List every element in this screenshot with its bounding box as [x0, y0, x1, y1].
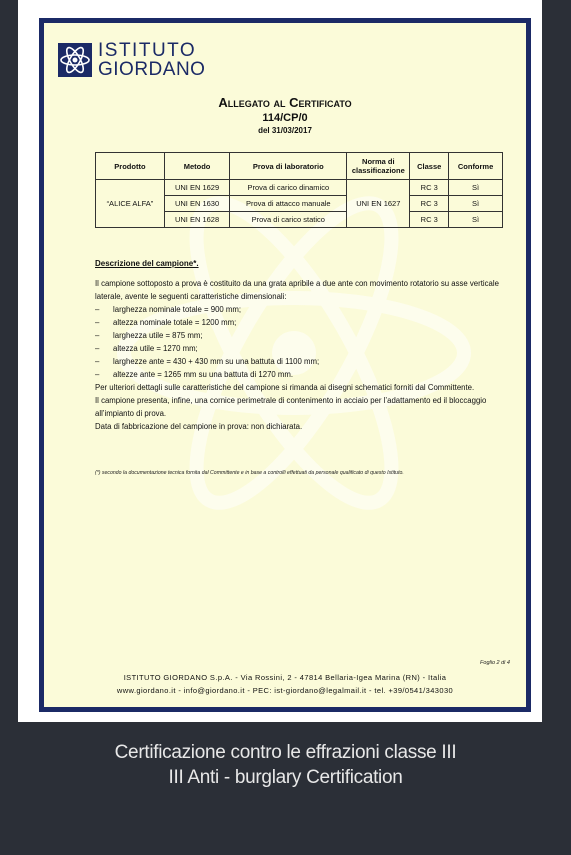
- header-prova: Prova di laboratorio: [230, 153, 347, 180]
- description-date: Data di fabbricazione del campione in prova: non dichiarata.: [95, 422, 303, 431]
- description-body: [95, 277, 503, 433]
- atom-logo-icon: [58, 43, 92, 77]
- conforme-cell: Sì: [449, 212, 503, 228]
- logo-text: [98, 41, 205, 79]
- header-norma: Norma di classificazione: [347, 153, 410, 180]
- certificate-number: 114/CP/0: [262, 112, 308, 124]
- logo-line-1: ISTITUTO: [98, 40, 197, 61]
- conforme-cell: Sì: [449, 180, 503, 196]
- norma-cell: UNI EN 1627: [347, 180, 410, 228]
- header-classe: Classe: [410, 153, 449, 180]
- product-cell: “ALICE ALFA”: [96, 180, 165, 228]
- table-row: [96, 180, 503, 196]
- istituto-giordano-logo: [58, 41, 205, 79]
- description-details: Per ulteriori dettagli sulle caratteristiche del campione si rimanda ai disegni schematici forniti dal Committente.: [95, 383, 475, 392]
- footer-address: ISTITUTO GIORDANO S.p.A. - Via Rossini, 2 - 47814 Bellaria-Igea Marina (RN) - Italia: [123, 673, 447, 682]
- classe-cell: RC 3: [410, 212, 449, 228]
- description-intro: Il campione sottoposto a prova è costituito da una grata apribile a due ante con movimento rotatorio su asse verticale laterale, avente le seguenti caratteristiche dimensionali:: [95, 279, 499, 301]
- caption-italian: Certificazione contro le effrazioni classe III: [114, 742, 457, 763]
- prova-cell: Prova di carico dinamico: [230, 180, 347, 196]
- header-conforme: Conforme: [449, 153, 503, 180]
- certificate-frame: [39, 18, 531, 712]
- metodo-cell: UNI EN 1628: [164, 212, 229, 228]
- description-frame: Il campione presenta, infine, una cornice perimetrale di contenimento in acciaio per l’adattamento ed il bloccaggio all’impianto di prova.: [95, 396, 487, 418]
- footer-contacts: www.giordano.it - info@giordano.it - PEC: ist-giordano@legalmail.it - tel. +39/0541/343030: [116, 686, 454, 695]
- conforme-cell: Sì: [449, 196, 503, 212]
- metodo-cell: UNI EN 1629: [164, 180, 229, 196]
- list-item: – larghezze ante = 430 + 430 mm su una battuta di 1100 mm;: [95, 355, 503, 368]
- list-item: – altezze ante = 1265 mm su una battuta di 1270 mm.: [95, 368, 503, 381]
- list-item: – larghezza utile = 875 mm;: [95, 329, 503, 342]
- classe-cell: RC 3: [410, 196, 449, 212]
- description-title: Descrizione del campione*.: [95, 259, 199, 268]
- footnote: (*) secondo la documentazione tecnica fornita dal Committente e in base a controlli effettuati da personale qualificato di questo Istituto.: [95, 470, 404, 476]
- document-title: Allegato al Certificato: [218, 95, 352, 110]
- certificate-sheet: [18, 0, 542, 722]
- list-item: – altezza utile = 1270 mm;: [95, 342, 503, 355]
- metodo-cell: UNI EN 1630: [164, 196, 229, 212]
- certificate-date: del 31/03/2017: [258, 126, 312, 135]
- dimension-list: [95, 303, 503, 381]
- header-prodotto: Prodotto: [96, 153, 165, 180]
- table-header-row: [96, 153, 503, 180]
- results-table: [95, 152, 503, 228]
- page-number: Foglio 2 di 4: [480, 660, 510, 666]
- prova-cell: Prova di carico statico: [230, 212, 347, 228]
- list-item: – altezza nominale totale = 1200 mm;: [95, 316, 503, 329]
- caption-english: III Anti - burglary Certification: [168, 767, 403, 788]
- header-metodo: Metodo: [164, 153, 229, 180]
- list-item: – larghezza nominale totale = 900 mm;: [95, 303, 503, 316]
- logo-line-2: GIORDANO: [98, 59, 206, 80]
- classe-cell: RC 3: [410, 180, 449, 196]
- prova-cell: Prova di attacco manuale: [230, 196, 347, 212]
